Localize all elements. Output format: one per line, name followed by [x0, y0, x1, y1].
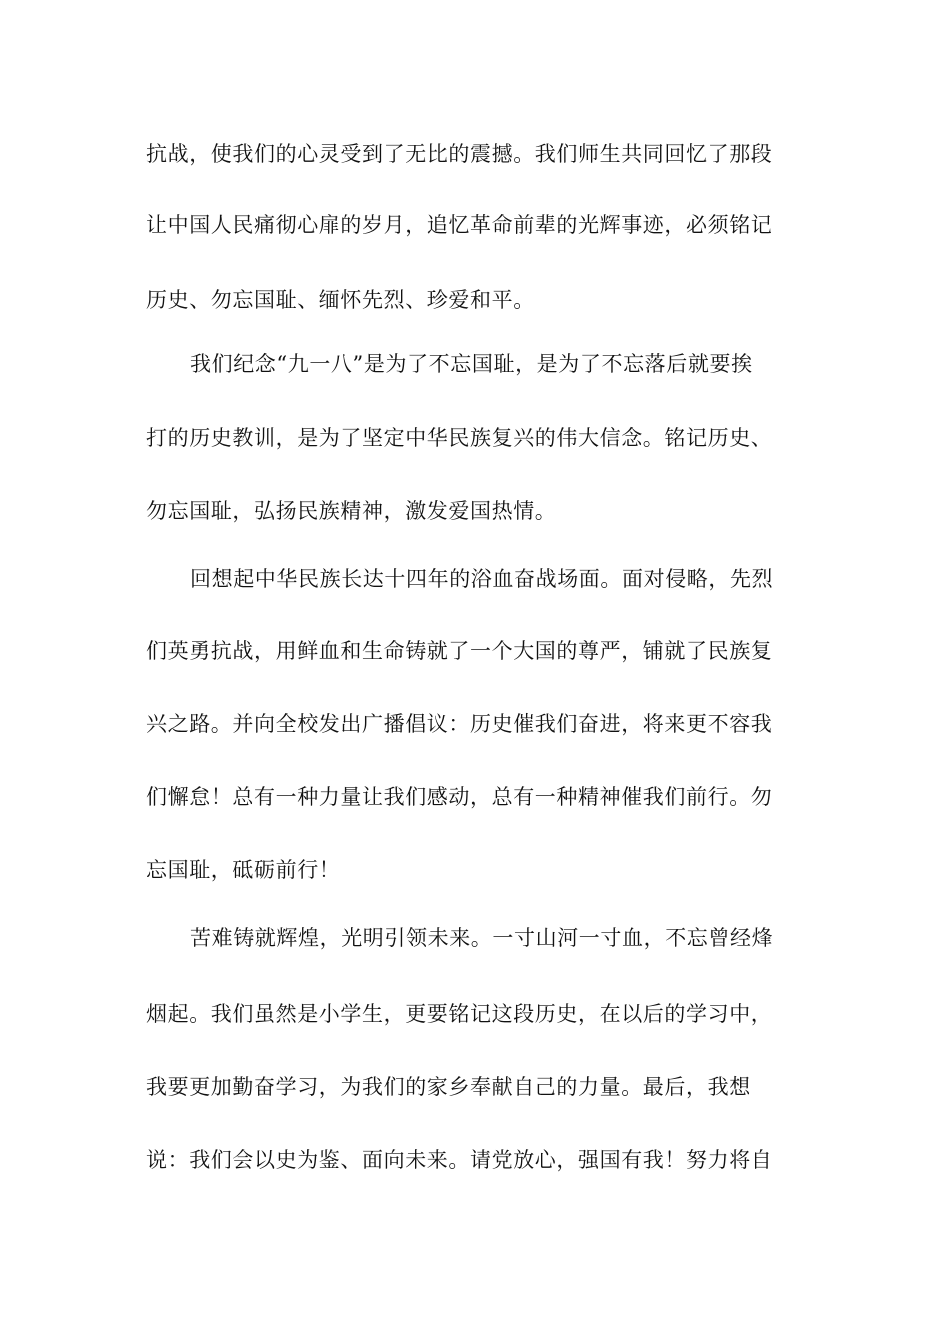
text-line: 兴之路。并向全校发出广播倡议：历史催我们奋进，将来更不容我 — [146, 712, 773, 736]
text-line: 说：我们会以史为鉴、面向未来。请党放心，强国有我！努力将自 — [146, 1148, 773, 1172]
text-line: 打的历史教训，是为了坚定中华民族复兴的伟大信念。铭记历史、 — [146, 426, 773, 450]
text-line: 勿忘国耻，弘扬民族精神，激发爱国热情。 — [146, 499, 557, 523]
text-line: 们英勇抗战，用鲜血和生命铸就了一个大国的尊严，铺就了民族复 — [146, 639, 773, 663]
text-line: 历史、勿忘国耻、缅怀先烈、珍爱和平。 — [146, 288, 535, 312]
text-line: 忘国耻，砥砺前行！ — [146, 858, 341, 882]
text-line: 烟起。我们虽然是小学生，更要铭记这段历史，在以后的学习中， — [146, 1002, 773, 1026]
text-line: 让中国人民痛彻心扉的岁月，追忆革命前辈的光辉事迹，必须铭记 — [146, 213, 773, 237]
paragraph-start-line: 苦难铸就辉煌，光明引领未来。一寸山河一寸血，不忘曾经烽 — [190, 926, 774, 950]
text-line: 我要更加勤奋学习，为我们的家乡奉献自己的力量。最后，我想 — [146, 1075, 751, 1099]
paragraph-start-line: 回想起中华民族长达十四年的浴血奋战场面。面对侵略，先烈 — [190, 567, 774, 591]
paragraph-start-line: 我们纪念“九一八”是为了不忘国耻，是为了不忘落后就要挨 — [190, 352, 753, 376]
text-line: 们懈怠！总有一种力量让我们感动，总有一种精神催我们前行。勿 — [146, 785, 773, 809]
text-line: 抗战，使我们的心灵受到了无比的震撼。我们师生共同回忆了那段 — [146, 142, 773, 166]
